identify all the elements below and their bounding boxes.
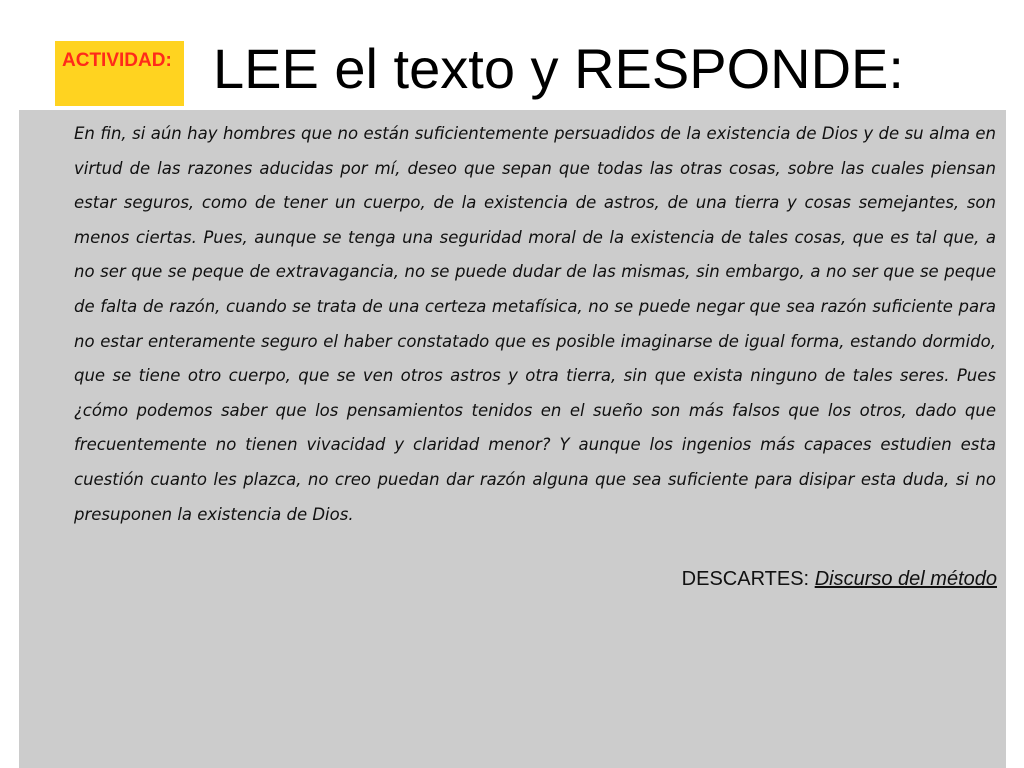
text-panel <box>19 110 1006 768</box>
passage-text: En fin, si aún hay hombres que no están suficientemente persuadidos de la existencia de Dios y de su alma en virtud de las razones aducidas por mí, deseo que sepan que todas las otras cosas, sobre las cuales piensan estar seguros, como de tener un cuerpo, de la existencia de astros, de una tierra y cosas semejantes, son menos ciertas. Pues, aunque se tenga una seguridad moral de la existencia de tales cosas, que es tal que, a no ser que se peque de extravagancia, no se puede dudar de las mismas, sin embargo, a no ser que se peque de falta de razón, cuando se trata de una certeza metafísica, no se puede negar que sea razón suficiente para no estar enteramente seguro el haber constatado que es posible imaginarse de igual forma, estando dormido, que se tiene otro cuerpo, que se ven otros astros y otra tierra, sin que exista ninguno de tales seres. Pues ¿cómo podemos saber que los pensamientos tenidos en el sueño son más falsos que los otros, dado que frecuentemente no tienen vivacidad y claridad menor? Y aunque los ingenios más capaces estudien esta cuestión cuanto les plazca, no creo puedan dar razón alguna que sea suficiente para disipar esta duda, si no presuponen la existencia de Dios. <box>74 124 996 524</box>
page-title: LEE el texto y RESPONDE: <box>213 37 904 100</box>
attribution <box>682 562 997 596</box>
attribution-author: DESCARTES: <box>681 568 810 590</box>
attribution-work-title: Discurso del método <box>814 568 997 590</box>
activity-badge <box>55 41 184 106</box>
activity-badge-label: ACTIVIDAD: <box>62 50 172 71</box>
